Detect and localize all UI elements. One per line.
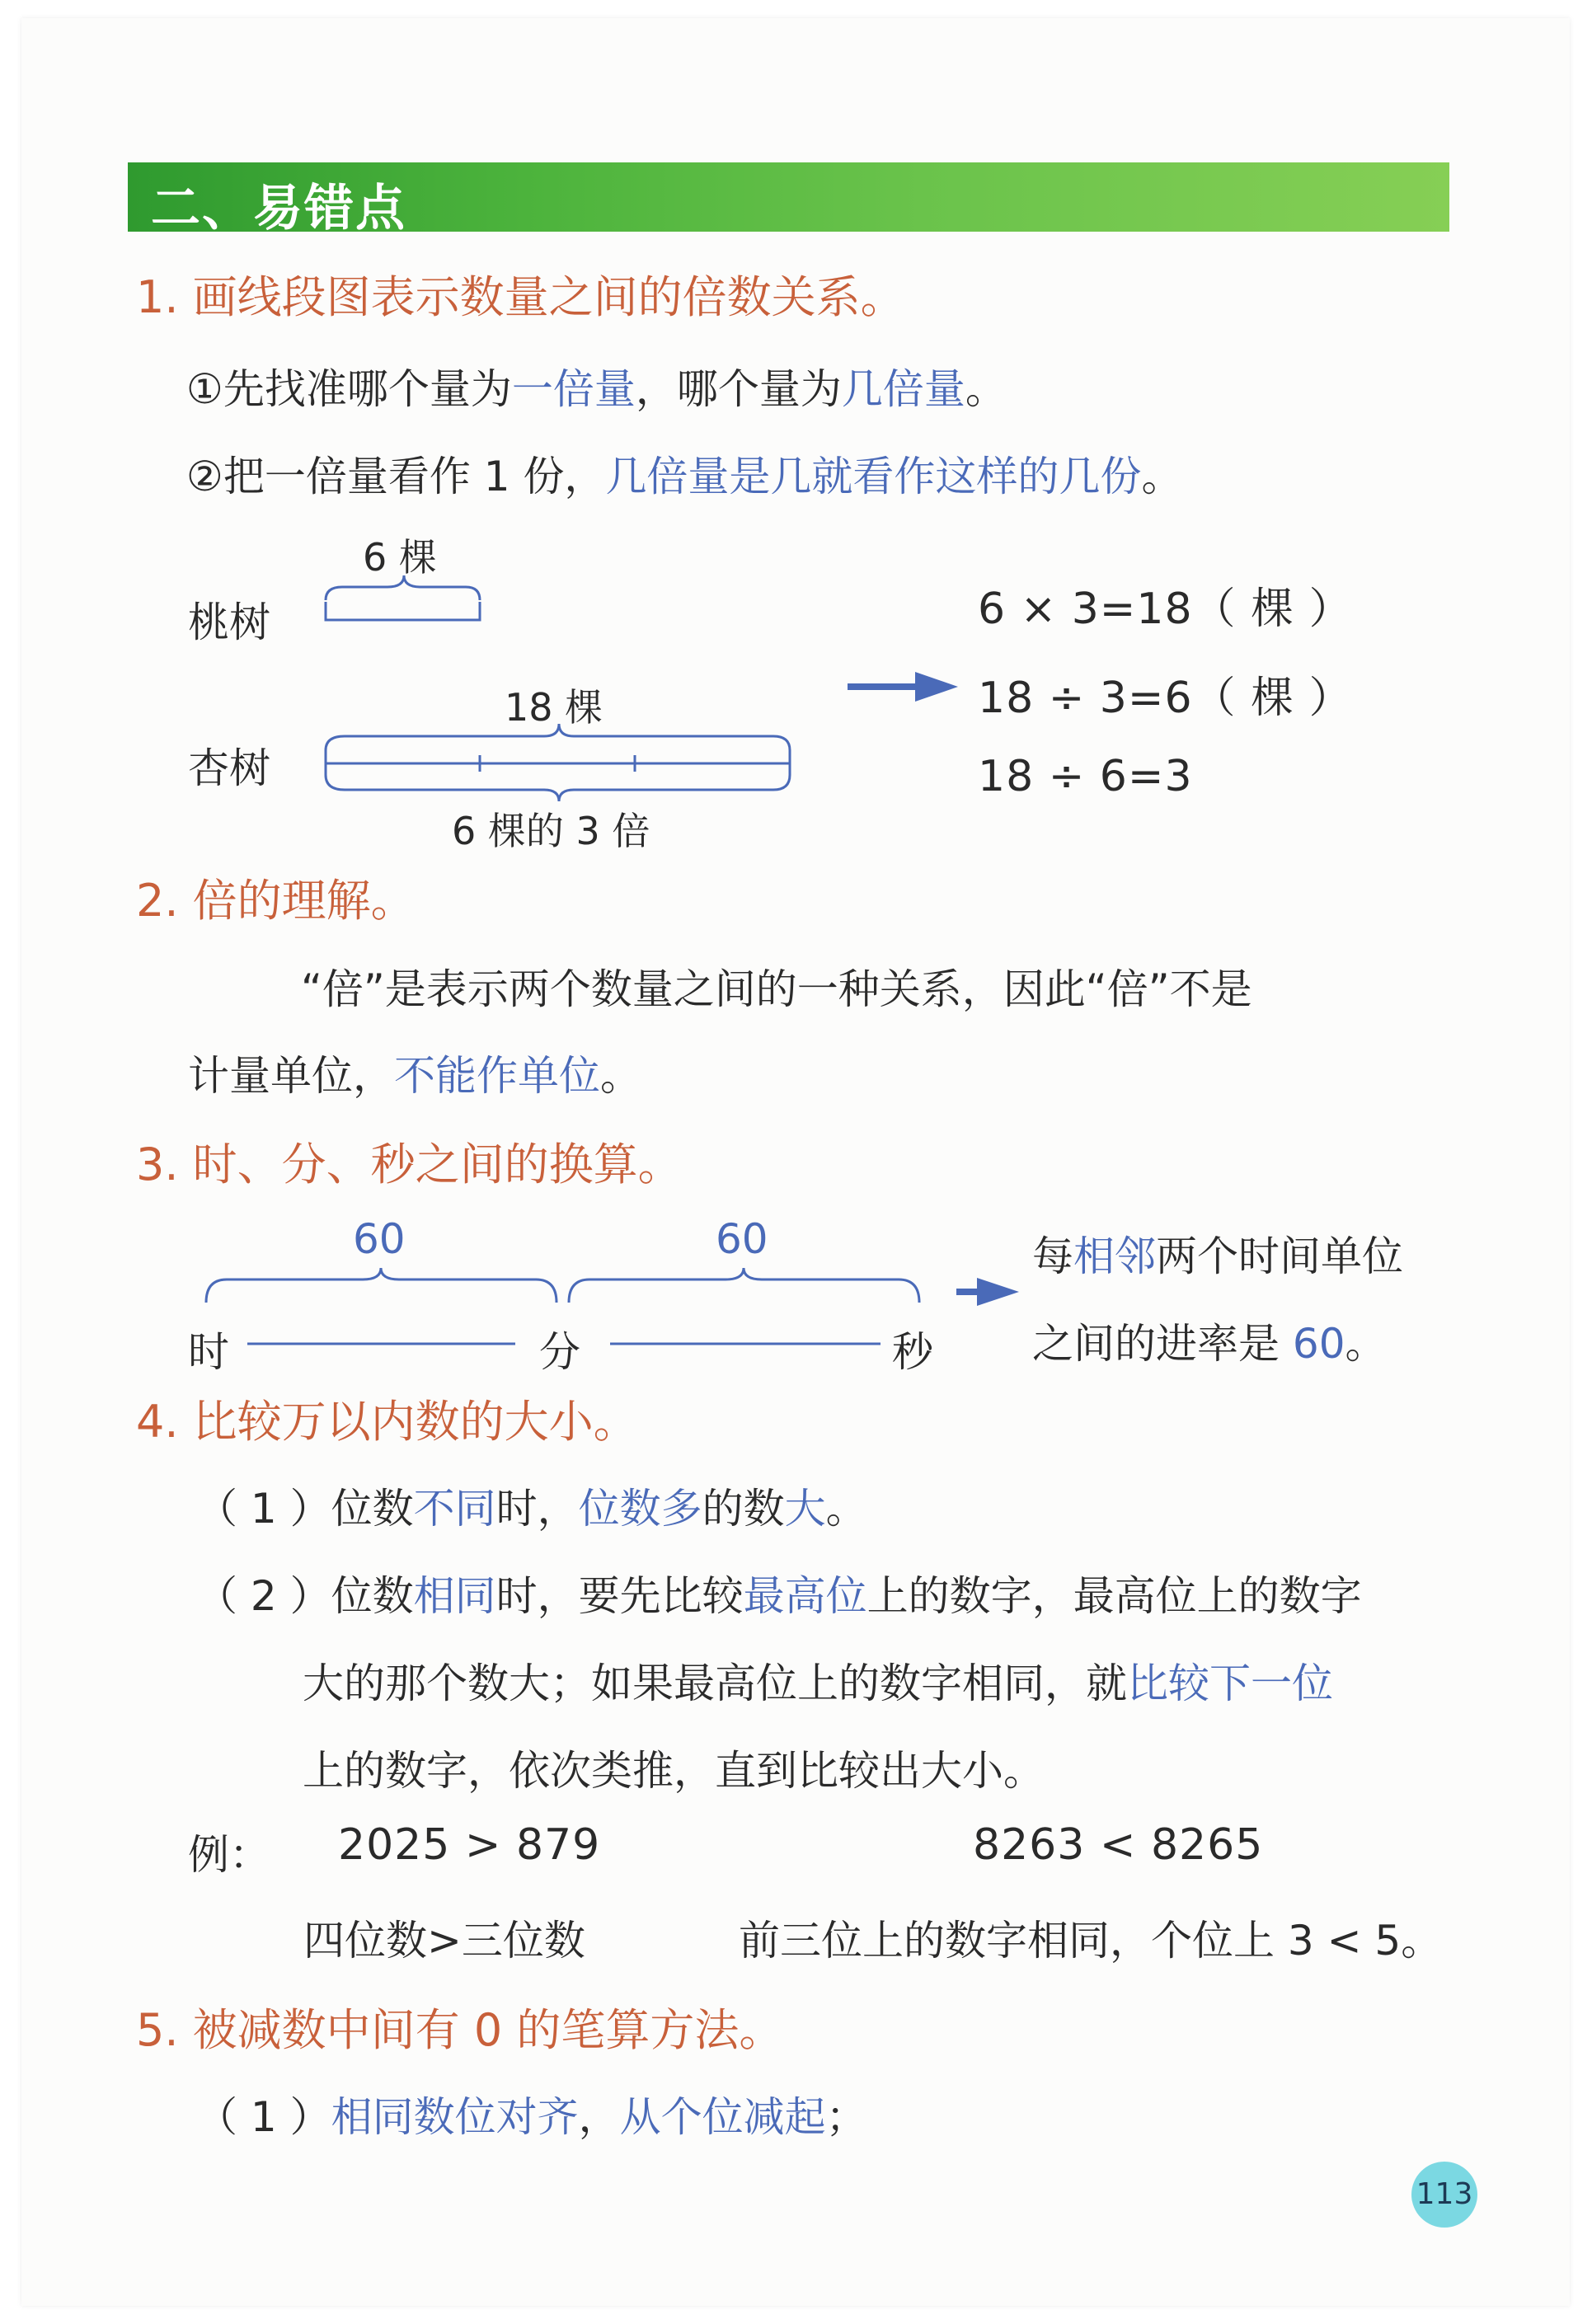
equation-1: 6 × 3=18（ 棵 ）	[978, 585, 1353, 634]
time-note-line-2: 之间的进率是 60。	[1032, 1320, 1387, 1368]
arrow-2-head	[977, 1278, 1019, 1306]
label-apricot-tree: 杏树	[188, 744, 270, 792]
apricot-bottom-brace	[326, 775, 790, 801]
example-2: 8263 < 8265	[973, 1820, 1264, 1870]
peach-brace	[326, 575, 480, 600]
example-2-note: 前三位上的数字相同，个位上 3 < 5。	[739, 1917, 1443, 1965]
label-peach-tree: 桃树	[188, 599, 270, 646]
time-brace-2	[569, 1268, 919, 1303]
heading-1: 1. 画线段图表示数量之间的倍数关系。	[136, 271, 905, 323]
rule-1-step-2: ②把一倍量看作 1 份，几倍量是几就看作这样的几份。	[186, 453, 1183, 500]
heading-3: 3. 时、分、秒之间的换算。	[136, 1139, 683, 1190]
equation-2: 18 ÷ 3=6（ 棵 ）	[978, 674, 1353, 723]
example-1: 2025 > 879	[338, 1820, 601, 1870]
apricot-relation: 6 棵的 3 倍	[452, 809, 650, 853]
rate-minute-second: 60	[716, 1215, 768, 1263]
equation-3: 18 ÷ 6=3	[978, 752, 1193, 801]
time-note-line-1: 每相邻两个时间单位	[1032, 1232, 1403, 1280]
apricot-top-brace	[326, 724, 790, 750]
rule-4-2-cont-1: 大的那个数大；如果最高位上的数字相同，就比较下一位	[303, 1660, 1333, 1707]
unit-minute: 分	[539, 1328, 580, 1376]
apricot-amount: 18 棵	[505, 685, 603, 730]
rule-1-step-1: ①先找准哪个量为一倍量，哪个量为几倍量。	[186, 365, 1007, 413]
heading-4: 4. 比较万以内数的大小。	[136, 1396, 638, 1448]
rule-4-1: （ 1 ）位数不同时，位数多的数大。	[196, 1485, 867, 1533]
paragraph-2-line-1: “倍”是表示两个数量之间的一种关系，因此“倍”不是	[301, 965, 1252, 1013]
rate-hour-minute: 60	[353, 1215, 406, 1263]
unit-second: 秒	[892, 1328, 933, 1376]
heading-5: 5. 被减数中间有 0 的笔算方法。	[136, 2004, 784, 2056]
peach-amount: 6 棵	[363, 535, 437, 580]
paragraph-2-line-2: 计量单位，不能作单位。	[188, 1052, 641, 1100]
section-title: 二、易错点	[151, 180, 406, 237]
unit-hour: 时	[188, 1328, 229, 1376]
page-number-badge: 113	[1411, 2162, 1477, 2228]
peach-segment	[326, 602, 480, 620]
time-brace-1	[206, 1268, 556, 1303]
example-label: 例：	[188, 1831, 270, 1879]
example-1-note: 四位数>三位数	[303, 1917, 585, 1965]
rule-5-1: （ 1 ）相同数位对齐，从个位减起；	[196, 2093, 867, 2141]
rule-4-2: （ 2 ）位数相同时，要先比较最高位上的数字，最高位上的数字	[196, 1572, 1362, 1620]
arrow-1-head	[915, 672, 958, 702]
rule-4-2-cont-2: 上的数字，依次类推，直到比较出大小。	[303, 1747, 1045, 1795]
heading-2: 2. 倍的理解。	[136, 875, 416, 927]
